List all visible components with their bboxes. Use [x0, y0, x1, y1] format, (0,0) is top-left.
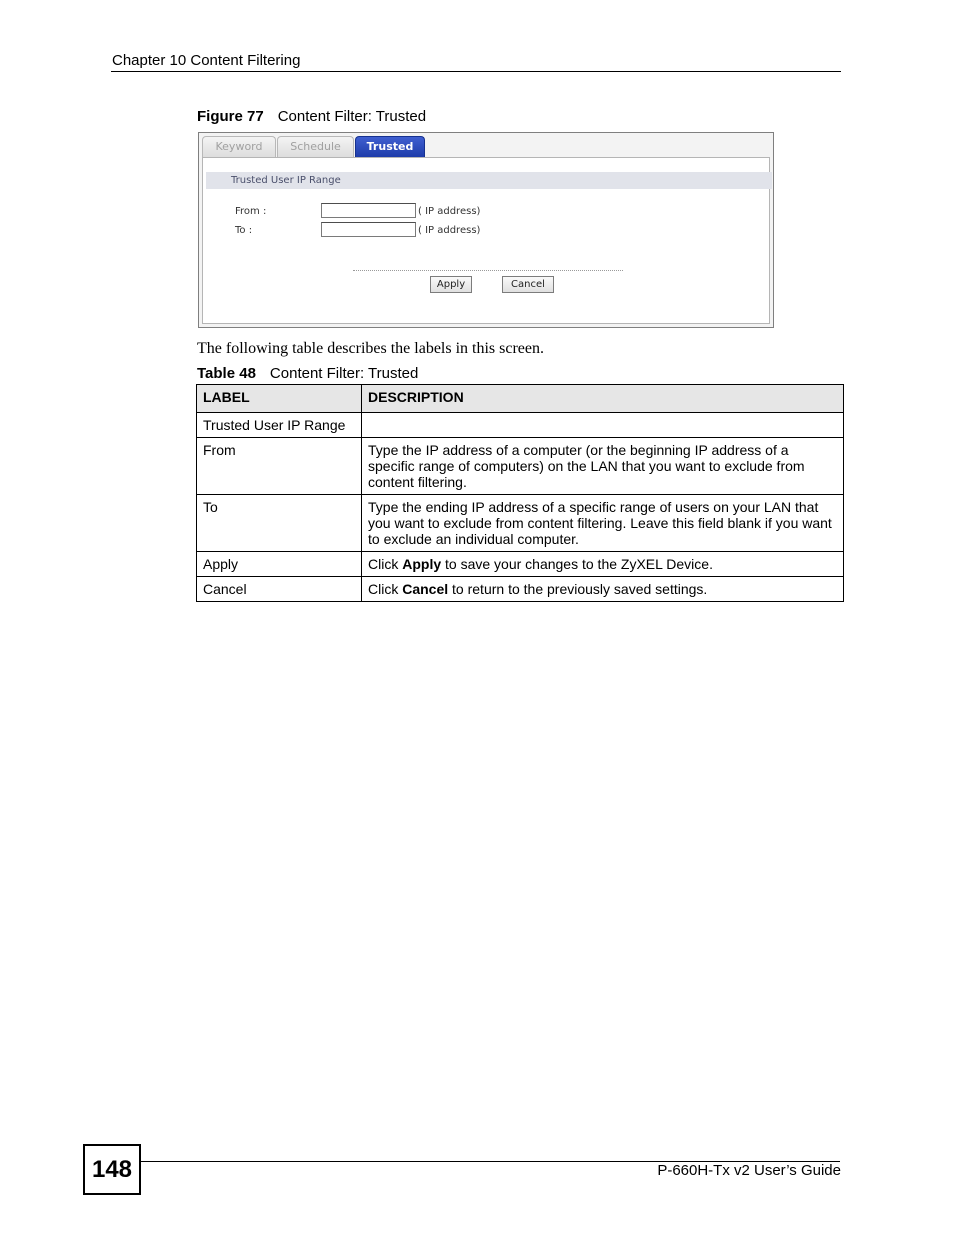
- guide-title: P-660H-Tx v2 User’s Guide: [657, 1162, 841, 1179]
- from-label: From :: [235, 206, 267, 217]
- figure-caption: [197, 108, 426, 125]
- intro-text: The following table describes the labels in this screen.: [197, 340, 545, 357]
- button-separator: [353, 270, 623, 271]
- apply-button[interactable]: Apply: [430, 276, 472, 293]
- row-label: From: [197, 438, 362, 495]
- to-ip-hint: ( IP address): [418, 225, 481, 236]
- row-description: Type the IP address of a computer (or the beginning IP address of a specific range of computers) on the LAN that you want to exclude from content filtering.: [362, 438, 844, 495]
- row-label: To: [197, 495, 362, 552]
- header-description: DESCRIPTION: [362, 385, 844, 413]
- table-row: [197, 495, 844, 552]
- header-rule: [111, 71, 841, 72]
- desc-text: to return to the previously saved settings.: [448, 581, 708, 597]
- row-description: [362, 577, 844, 602]
- row-description: Type the ending IP address of a specific range of users on your LAN that you want to exclude from content filtering. Leave this field blank if you want to exclude an individual computer.: [362, 495, 844, 552]
- desc-text: to save your changes to the ZyXEL Device.: [441, 556, 713, 572]
- row-label: Cancel: [197, 577, 362, 602]
- trusted-panel: [202, 157, 770, 324]
- section-title: Trusted User IP Range: [206, 172, 772, 189]
- row-label: Apply: [197, 552, 362, 577]
- content-filter-screenshot: [198, 132, 774, 328]
- label-description-table: [196, 384, 844, 602]
- row-description: [362, 552, 844, 577]
- figure-label: Figure 77: [197, 108, 264, 125]
- table-row: [197, 438, 844, 495]
- row-label: Trusted User IP Range: [197, 413, 362, 438]
- table-row: [197, 552, 844, 577]
- table-caption: [197, 365, 418, 382]
- table-header-row: [197, 385, 844, 413]
- to-label: To :: [235, 225, 253, 236]
- tab-trusted[interactable]: Trusted: [355, 136, 425, 158]
- tab-keyword[interactable]: Keyword: [202, 136, 276, 158]
- desc-text: Click: [368, 556, 403, 572]
- table-row: [197, 413, 844, 438]
- cancel-button[interactable]: Cancel: [502, 276, 554, 293]
- desc-bold: Cancel: [402, 581, 449, 597]
- from-ip-input[interactable]: [321, 203, 416, 218]
- table-title: Content Filter: Trusted: [269, 365, 419, 382]
- page-number: 148: [83, 1144, 141, 1195]
- row-description: [362, 413, 844, 438]
- header-label: LABEL: [197, 385, 362, 413]
- desc-text: Click: [368, 581, 403, 597]
- from-ip-hint: ( IP address): [418, 206, 481, 217]
- to-ip-input[interactable]: [321, 222, 416, 237]
- desc-bold: Apply: [402, 556, 442, 572]
- figure-title: Content Filter: Trusted: [277, 108, 427, 125]
- tab-schedule[interactable]: Schedule: [277, 136, 354, 158]
- table-row: [197, 577, 844, 602]
- chapter-header: Chapter 10 Content Filtering: [112, 52, 301, 69]
- table-label: Table 48: [197, 365, 256, 382]
